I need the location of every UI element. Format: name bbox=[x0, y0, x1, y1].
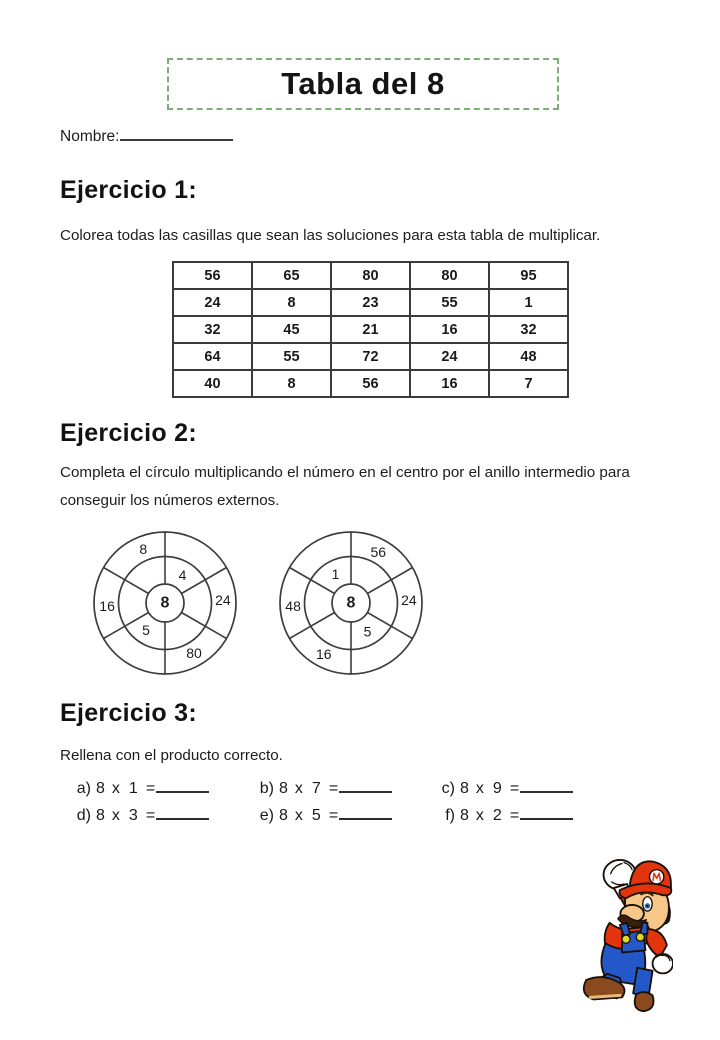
table-cell[interactable]: 32 bbox=[173, 316, 252, 343]
problem-op: x bbox=[111, 807, 120, 824]
table-row bbox=[173, 289, 568, 316]
wheel-number: 48 bbox=[285, 598, 301, 615]
table-cell[interactable]: 56 bbox=[173, 262, 252, 289]
page-title: Tabla del 8 bbox=[281, 66, 445, 101]
answer-blank[interactable] bbox=[156, 806, 209, 820]
problem-eq: = bbox=[145, 780, 156, 797]
exercise3-instructions: Rellena con el producto correcto. bbox=[60, 747, 283, 764]
problem-b bbox=[253, 779, 434, 798]
table-cell[interactable]: 95 bbox=[489, 262, 568, 289]
problem-f2: 2 bbox=[492, 807, 502, 824]
table-cell[interactable]: 7 bbox=[489, 370, 568, 397]
mario-character bbox=[579, 851, 673, 1013]
problem-letter: e) bbox=[259, 807, 274, 824]
table-row bbox=[173, 343, 568, 370]
answer-blank[interactable] bbox=[339, 779, 392, 793]
problem-letter: b) bbox=[259, 780, 274, 797]
problem-op: x bbox=[475, 807, 484, 824]
table-cell[interactable]: 24 bbox=[410, 343, 489, 370]
name-line bbox=[60, 126, 233, 146]
name-label: Nombre: bbox=[60, 128, 120, 145]
table-cell[interactable]: 72 bbox=[331, 343, 410, 370]
table-cell[interactable]: 40 bbox=[173, 370, 252, 397]
problem-op: x bbox=[294, 807, 303, 824]
problem-f2: 9 bbox=[492, 780, 502, 797]
table-cell[interactable]: 32 bbox=[489, 316, 568, 343]
table-row bbox=[173, 262, 568, 289]
answer-blank[interactable] bbox=[520, 779, 573, 793]
problem-eq: = bbox=[509, 807, 520, 824]
problem-a bbox=[70, 779, 253, 798]
problem-d bbox=[70, 806, 253, 825]
table-cell[interactable]: 64 bbox=[173, 343, 252, 370]
problem-f bbox=[434, 806, 619, 825]
worksheet-title-box bbox=[167, 58, 559, 110]
exercise3-heading: Ejercicio 3: bbox=[60, 699, 197, 727]
problem-letter: f) bbox=[445, 807, 455, 824]
table-cell[interactable]: 16 bbox=[410, 316, 489, 343]
wheel-number: 1 bbox=[331, 565, 340, 582]
problem-f1: 8 bbox=[279, 780, 288, 797]
problem-letter: d) bbox=[76, 807, 91, 824]
name-blank-line[interactable] bbox=[120, 126, 233, 141]
multiplication-wheel-2[interactable] bbox=[276, 528, 426, 678]
problem-eq: = bbox=[145, 807, 156, 824]
problem-c bbox=[434, 779, 619, 798]
fill-in-problems bbox=[70, 779, 619, 825]
multiplication-wheel-1[interactable] bbox=[90, 528, 240, 678]
exercise2-instructions: Completa el círculo multiplicando el número en el centro por el anillo intermedio para conseguir los números externos. bbox=[60, 464, 630, 509]
table-cell[interactable]: 80 bbox=[331, 262, 410, 289]
problem-op: x bbox=[294, 780, 303, 797]
multiples-table bbox=[172, 261, 569, 398]
table-cell[interactable]: 80 bbox=[410, 262, 489, 289]
table-cell[interactable]: 16 bbox=[410, 370, 489, 397]
wheel-number: 4 bbox=[178, 567, 187, 584]
problem-letter: c) bbox=[441, 780, 455, 797]
wheel-number: 24 bbox=[215, 591, 231, 608]
answer-blank[interactable] bbox=[520, 806, 573, 820]
problem-op: x bbox=[111, 780, 120, 797]
problem-f2: 3 bbox=[128, 807, 138, 824]
table-cell[interactable]: 45 bbox=[252, 316, 331, 343]
exercise2-heading: Ejercicio 2: bbox=[60, 419, 197, 447]
wheel-number: 16 bbox=[315, 646, 332, 663]
problem-eq: = bbox=[509, 780, 520, 797]
problem-f2: 5 bbox=[311, 807, 321, 824]
table-cell[interactable]: 8 bbox=[252, 289, 331, 316]
problem-f1: 8 bbox=[460, 780, 469, 797]
table-row bbox=[173, 370, 568, 397]
table-cell[interactable]: 65 bbox=[252, 262, 331, 289]
problem-op: x bbox=[475, 780, 484, 797]
table-cell[interactable]: 55 bbox=[252, 343, 331, 370]
problem-f2: 7 bbox=[311, 780, 321, 797]
wheel-number: 5 bbox=[363, 623, 372, 640]
answer-blank[interactable] bbox=[339, 806, 392, 820]
wheel-number: 8 bbox=[139, 541, 148, 558]
wheel-number: 16 bbox=[99, 598, 115, 615]
table-cell[interactable]: 56 bbox=[331, 370, 410, 397]
table-cell[interactable]: 1 bbox=[489, 289, 568, 316]
answer-blank[interactable] bbox=[156, 779, 209, 793]
table-cell[interactable]: 24 bbox=[173, 289, 252, 316]
problem-eq: = bbox=[328, 780, 339, 797]
multiples-table-body bbox=[173, 262, 568, 397]
table-cell[interactable]: 55 bbox=[410, 289, 489, 316]
problem-f1: 8 bbox=[96, 780, 105, 797]
wheel-number: 24 bbox=[401, 591, 417, 608]
table-cell[interactable]: 23 bbox=[331, 289, 410, 316]
problem-eq: = bbox=[328, 807, 339, 824]
table-cell[interactable]: 8 bbox=[252, 370, 331, 397]
table-cell[interactable]: 21 bbox=[331, 316, 410, 343]
wheel-number: 5 bbox=[142, 622, 150, 639]
problem-f2: 1 bbox=[128, 780, 138, 797]
wheel-number: 56 bbox=[370, 543, 387, 560]
problem-f1: 8 bbox=[460, 807, 469, 824]
table-cell[interactable]: 48 bbox=[489, 343, 568, 370]
wheel-number: 8 bbox=[160, 594, 170, 612]
table-row bbox=[173, 316, 568, 343]
exercise1-heading: Ejercicio 1: bbox=[60, 176, 197, 204]
problem-f1: 8 bbox=[279, 807, 288, 824]
multiplication-wheels bbox=[90, 528, 426, 678]
wheel-number: 8 bbox=[346, 594, 356, 612]
problem-e bbox=[253, 806, 434, 825]
problem-letter: a) bbox=[76, 780, 91, 797]
problem-f1: 8 bbox=[96, 807, 105, 824]
wheel-number: 80 bbox=[186, 645, 202, 662]
exercise1-instructions: Colorea todas las casillas que sean las soluciones para esta tabla de multiplicar. bbox=[60, 227, 601, 244]
